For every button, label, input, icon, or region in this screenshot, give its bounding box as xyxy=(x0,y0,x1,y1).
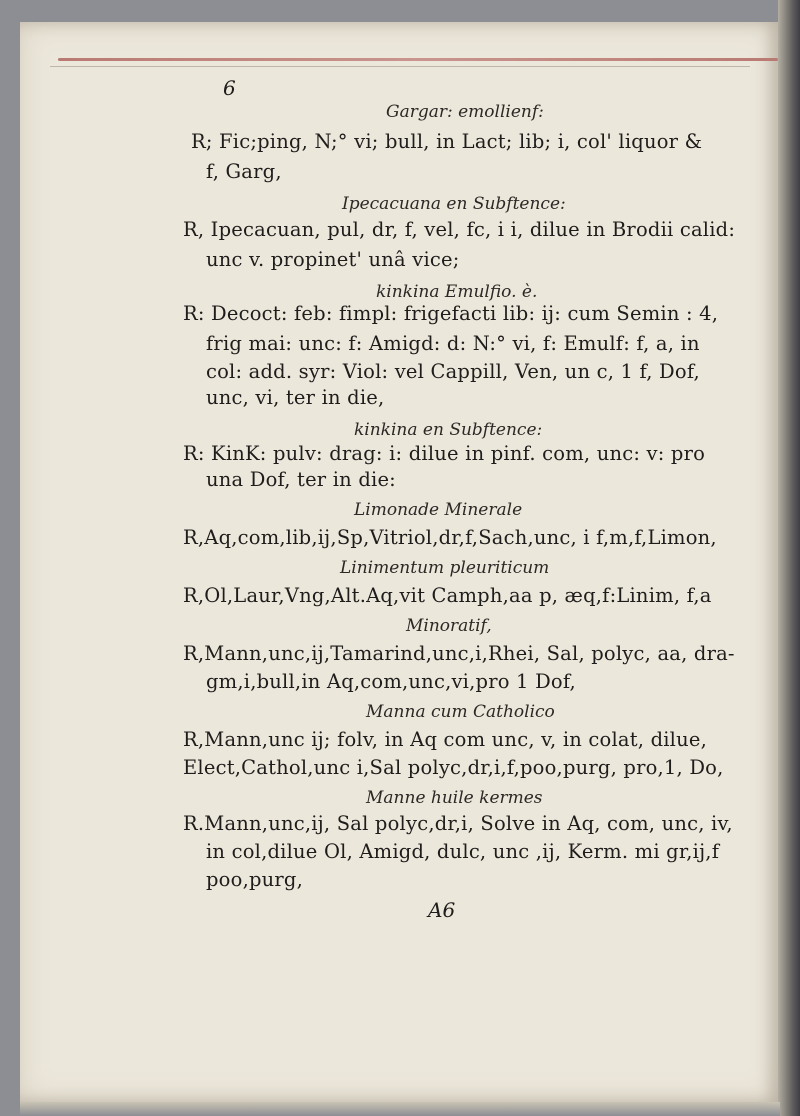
recipe-line: R: Decoct: feb: fimpl: frigefacti lib: ij: cum Semin : 4, xyxy=(183,302,719,325)
book-page xyxy=(20,22,780,1102)
recipe-line: R; Fic;ping, N;° vi; bull, in Lact; lib; i, col' liquor & xyxy=(191,130,703,153)
recipe-line: una Dof, ter in die: xyxy=(206,468,396,491)
recipe-line: frig mai: unc: f: Amigd: d: N:° vi, f: Emulf: f, a, in xyxy=(206,332,700,355)
recipe-line: R, Ipecacuan, pul, dr, f, vel, fc, i i, dilue in Brodii calid: xyxy=(183,218,736,241)
recipe-line: unc v. propinet' unâ vice; xyxy=(206,248,460,271)
recipe-line: in col,dilue Ol, Amigd, dulc, unc ,ij, Kerm. mi gr,ij,f xyxy=(206,840,720,863)
heading-minoratif: Minoratif, xyxy=(406,616,492,636)
page-number: 6 xyxy=(223,76,236,100)
recipe-line: poo,purg, xyxy=(206,868,304,891)
heading-limonade: Limonade Minerale xyxy=(354,500,523,520)
heading-kinkina-subst: kinkina en Subftence: xyxy=(354,420,543,440)
recipe-line: R,Mann,unc ij; folv, in Aq com unc, v, in colat, dilue, xyxy=(183,728,708,751)
signature-mark: A6 xyxy=(428,898,456,922)
page-bottom-edge xyxy=(20,1102,780,1116)
heading-liniment: Linimentum pleuriticum xyxy=(340,558,550,578)
heading-kinkina-emulsio: kinkina Emulfio. è. xyxy=(376,282,538,302)
heading-manne-huile: Manne huile kermes xyxy=(366,788,543,808)
heading-manna-catholico: Manna cum Catholico xyxy=(366,702,555,722)
recipe-line: R: KinK: pulv: drag: i: dilue in pinf. com, unc: v: pro xyxy=(183,442,706,465)
recipe-line: R,Ol,Laur,Vng,Alt.Aq,vit Camph,aa p, æq,f:Linim, f,a xyxy=(183,584,712,607)
recipe-line: Elect,Cathol,unc i,Sal polyc,dr,i,f,poo,purg, pro,1, Do, xyxy=(183,756,724,779)
heading-ipecacuana: Ipecacuana en Subftence: xyxy=(342,194,566,214)
heading-gargar: Gargar: emollienf: xyxy=(386,102,544,122)
recipe-line: R.Mann,unc,ij, Sal polyc,dr,i, Solve in Aq, com, unc, iv, xyxy=(183,812,733,835)
binding-shadow xyxy=(778,0,800,1116)
recipe-line: R,Aq,com,lib,ij,Sp,Vitriol,dr,f,Sach,unc, i f,m,f,Limon, xyxy=(183,526,717,549)
page-text xyxy=(20,22,780,1102)
recipe-line: unc, vi, ter in die, xyxy=(206,386,385,409)
recipe-line: col: add. syr: Viol: vel Cappill, Ven, un c, 1 f, Dof, xyxy=(206,360,700,383)
recipe-line: R,Mann,unc,ij,Tamarind,unc,i,Rhei, Sal, polyc, aa, dra- xyxy=(183,642,735,665)
recipe-line: f, Garg, xyxy=(206,160,282,183)
recipe-line: gm,i,bull,in Aq,com,unc,vi,pro 1 Dof, xyxy=(206,670,576,693)
